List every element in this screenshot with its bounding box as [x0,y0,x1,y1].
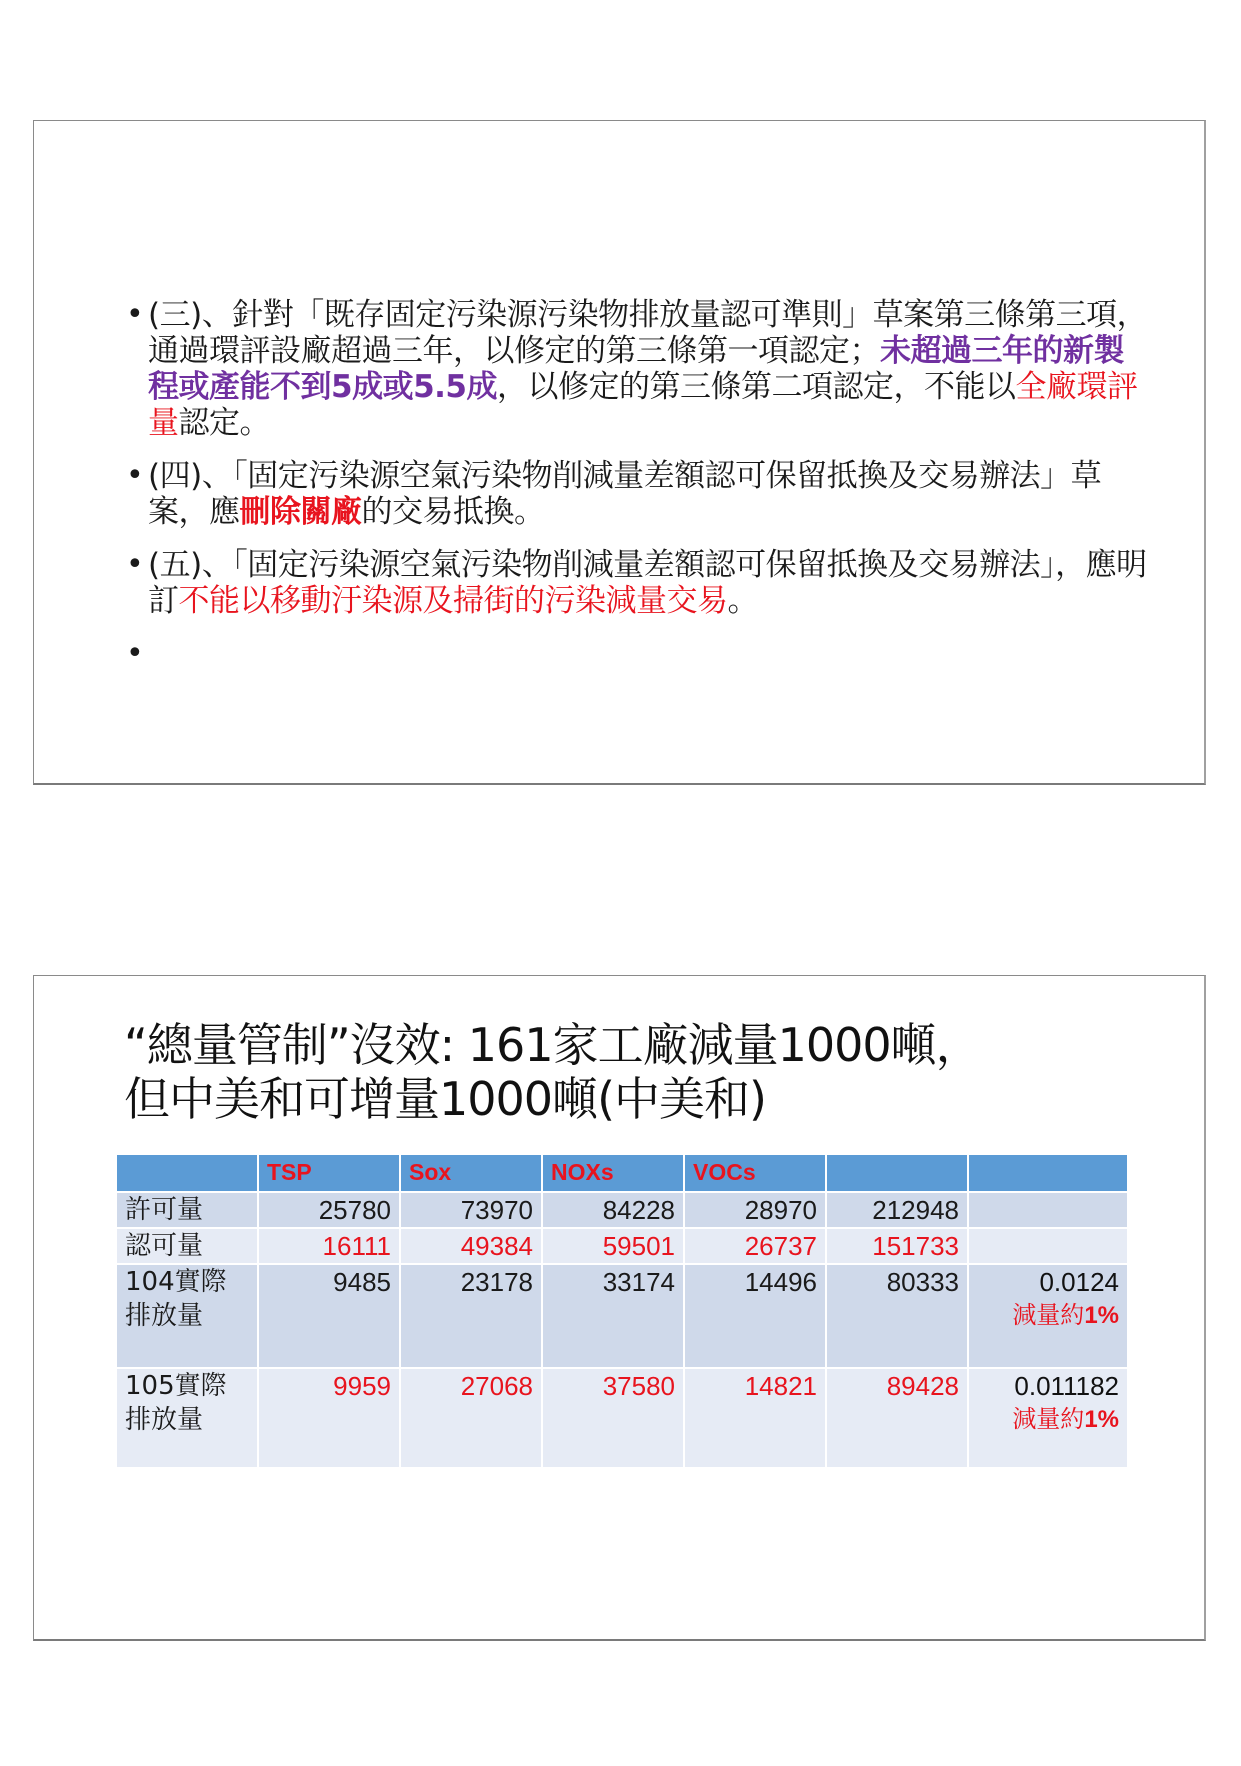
bullet-text: 認定。 [178,405,270,441]
value-cell: 212948 [826,1192,968,1228]
highlight-red-text: 刪除關廠 [239,494,362,530]
bullet-text: (五)、「固定污染源空氣污染物削減量差額認可保留抵換及交易辦法」，應明訂 [148,547,1147,619]
row-label-line: 排放量 [125,1405,204,1435]
table-row [116,1368,1128,1468]
bullet-list [124,297,1154,689]
reduction-note-pct: 1% [1084,1406,1119,1433]
ratio-cell [968,1368,1128,1468]
emissions-table [115,1153,1129,1469]
highlight-red-text: 全廠環評量 [148,369,1138,441]
value-cell: 9959 [258,1368,400,1468]
value-cell: 14496 [684,1264,826,1368]
ratio-value: 0.011182 [1014,1371,1119,1401]
table-row [116,1264,1128,1368]
bullet-dot: • [126,458,144,493]
header-cell: Sox [400,1154,542,1192]
table-row [116,1228,1128,1264]
slide-2 [33,975,1206,1641]
bullet-text: 的交易抵換。 [361,494,545,530]
ratio-value: 0.0124 [1039,1267,1119,1297]
value-cell: 27068 [400,1368,542,1468]
title-line-2: 但中美和可增量1000噸(中美和) [124,1072,766,1126]
value-cell: 84228 [542,1192,684,1228]
reduction-note [977,1299,1119,1333]
ratio-cell [968,1228,1128,1264]
title-line-1: “總量管制”沒效: 161家工廠減量1000噸， [124,1018,981,1072]
slide-title [124,1018,1124,1126]
header-cell: NOXs [542,1154,684,1192]
bullet-dot: • [126,297,144,332]
value-cell: 25780 [258,1192,400,1228]
bullet-text: ，以修定的第三條第二項認定，不能以 [497,369,1016,405]
reduction-note-text: 減量約 [1012,1406,1085,1433]
bullet-text: 。 [727,583,758,619]
value-cell: 37580 [542,1368,684,1468]
value-cell: 28970 [684,1192,826,1228]
value-cell: 89428 [826,1368,968,1468]
value-cell: 49384 [400,1228,542,1264]
reduction-note [977,1403,1119,1437]
bullet-item-5 [124,547,1154,619]
row-label [116,1264,258,1368]
slide-1 [33,120,1206,785]
value-cell: 23178 [400,1264,542,1368]
header-cell [116,1154,258,1192]
header-cell [968,1154,1128,1192]
header-cell [826,1154,968,1192]
bullet-dot: • [126,547,144,582]
row-label-line: 104實際 [125,1267,227,1297]
value-cell: 59501 [542,1228,684,1264]
row-label-line: 105實際 [125,1371,227,1401]
bullet-item-3 [124,297,1154,441]
ratio-cell [968,1264,1128,1368]
value-cell: 33174 [542,1264,684,1368]
row-label: 許可量 [116,1192,258,1228]
row-label [116,1368,258,1468]
value-cell: 16111 [258,1228,400,1264]
value-cell: 151733 [826,1228,968,1264]
value-cell: 14821 [684,1368,826,1468]
header-cell: TSP [258,1154,400,1192]
reduction-note-pct: 1% [1084,1302,1119,1329]
highlight-red-text: 不能以移動汙染源及掃街的污染減量交易 [178,583,728,619]
bullet-text: (三)、針對「既存固定污染源污染物排放量認可準則」草案第三條第三項，通過環評設廠超過三年，以修定的第三條第一項認定； [148,297,1148,369]
value-cell: 80333 [826,1264,968,1368]
highlight-purple-text: 未超過三年的新製程或產能不到5成或5.5成 [148,333,1124,405]
table-header-row [116,1154,1128,1192]
reduction-note-text: 減量約 [1012,1302,1085,1329]
row-label-line: 排放量 [125,1301,204,1331]
bullet-dot: • [126,636,144,671]
bullet-item-4 [124,458,1154,530]
bullet-text: (四)、「固定污染源空氣污染物削減量差額認可保留抵換及交易辦法」草案，應 [148,458,1102,530]
bullet-item-empty [124,636,1154,672]
header-cell: VOCs [684,1154,826,1192]
value-cell: 26737 [684,1228,826,1264]
value-cell: 9485 [258,1264,400,1368]
row-label: 認可量 [116,1228,258,1264]
value-cell: 73970 [400,1192,542,1228]
table-row [116,1192,1128,1228]
ratio-cell [968,1192,1128,1228]
